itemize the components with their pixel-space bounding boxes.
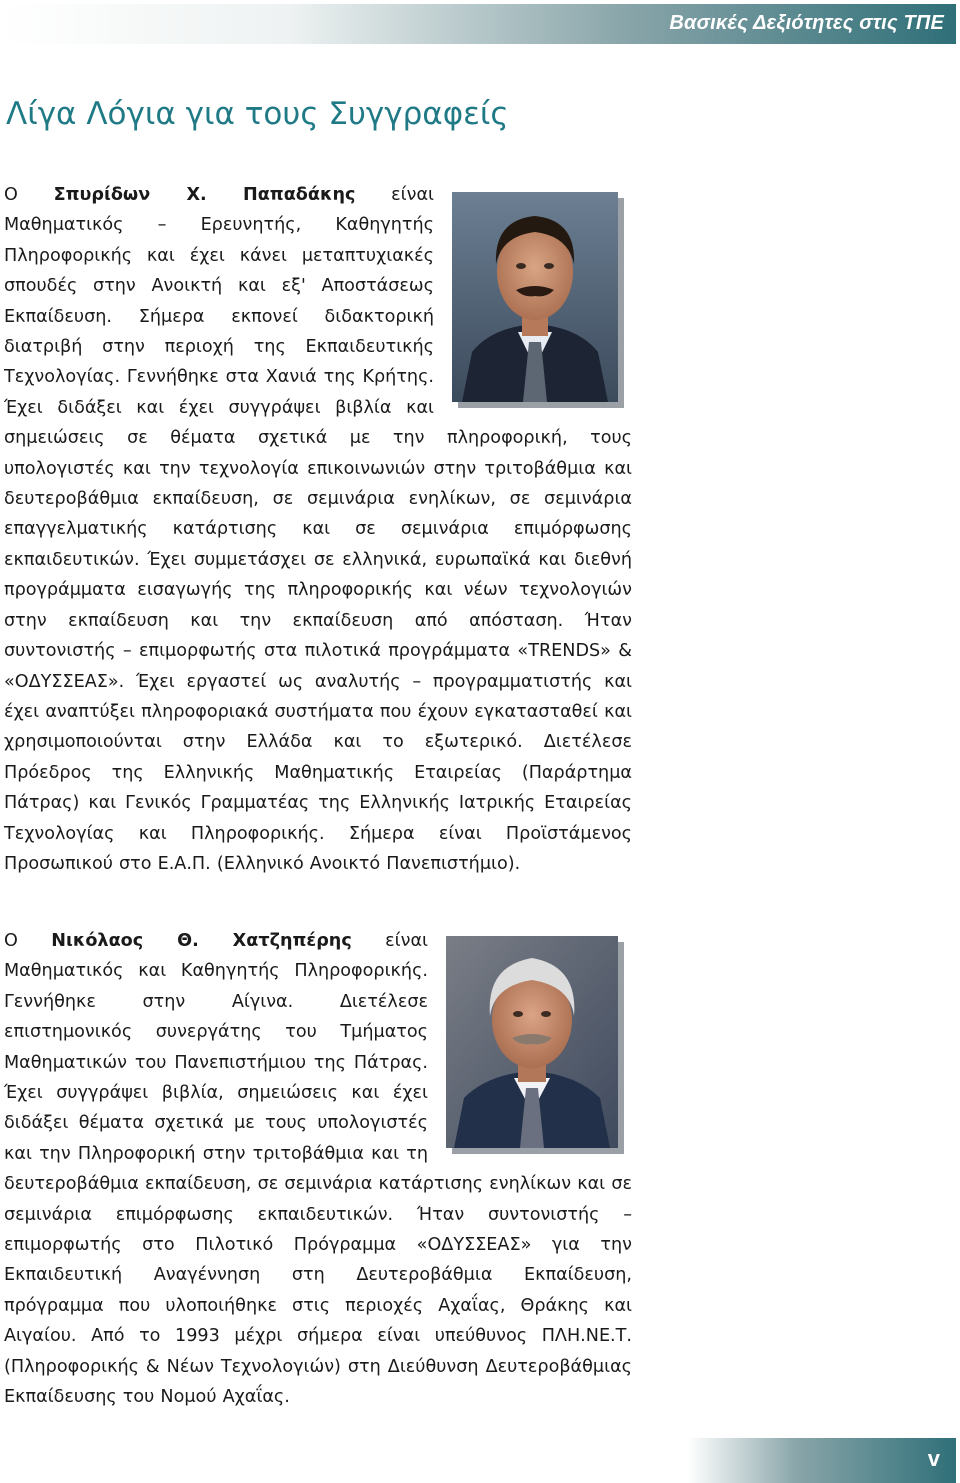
author-photo-papadakis (452, 192, 632, 416)
footer-bar (688, 1438, 956, 1483)
author-photo-chatziperis (446, 936, 632, 1162)
author-bio-chatziperis (4, 926, 632, 1413)
header-bar (2, 4, 956, 44)
author-name: Νικόλαος Θ. Χατζηπέρης (51, 931, 352, 951)
author-bio-text: Ο Νικόλαος Θ. Χατζηπέρης είναι Μαθηματικός και Καθηγητής Πληροφορικής. Γεννήθηκε στην Αίγινα. Διετέλεσε επιστημονικός συνεργάτης του Τμήματος Μαθηματικών του Πανεπιστήμιου της Πάτρας. Έχει συγγράψει βιβλία, σημειώσεις και έχει διδάξει θέματα σχετικά με τους υπολογιστές και την Πληροφορική στην τριτοβάθμια και τη δευτεροβάθμια εκπαίδευση, σε σεμινάρια κατάρτισης ενηλίκων και σε σεμινάρια επιμόρφωσης εκπαιδευτικών. Ήταν συντονιστής – επιμορφωτής στο Πιλοτικό Πρόγραμμα «ΟΔΥΣΣΕΑΣ» για την Εκπαιδευτική Αναγέννηση στη Δευτεροβάθμια Εκπαίδευση, πρόγραμμα που υλοποιήθηκε στις περιοχές Αχαΐας, Θράκης και Αιγαίου. Από το 1993 μέχρι σήμερα είναι υπεύθυνος ΠΛΗ.ΝΕ.Τ. (Πληροφορικής & Νέων Τεχνολογιών) στη Διεύθυνση Δευτεροβάθμιας Εκπαίδευσης του Νομού Αχαΐας. (4, 931, 632, 1408)
author-bio-text: Ο Σπυρίδων Χ. Παπαδάκης είναι Μαθηματικός – Ερευνητής, Καθηγητής Πληροφορικής και έχει κάνει μεταπτυχιακές σπουδές στην Ανοικτή και εξ' Αποστάσεως Εκπαίδευση. Σήμερα εκπονεί διδακτορική διατριβή στην περιοχή της Εκπαιδευτικής Τεχνολογίας. Γεννήθηκε στα Χανιά της Κρήτης. Έχει διδάξει και έχει συγγράψει βιβλία και σημειώσεις σε θέματα σχετικά με την πληροφορική, τους υπολογιστές και την τεχνολογία επικοινωνιών στην τριτοβάθμια και δευτεροβάθμια εκπαίδευση, σε σεμινάρια ενηλίκων, σε σεμινάρια επαγγελματικής κατάρτισης και σε σεμινάρια επιμόρφωσης εκπαιδευτικών. Έχει συμμετάσχει σε ελληνικά, ευρωπαϊκά και διεθνή προγράμματα εισαγωγής της πληροφορικής και νέων τεχνολογιών στην εκπαίδευση και την εκπαίδευση από απόσταση. Ήταν συντονιστής – επιμορφωτής στα πιλοτικά προγράμματα «TRENDS» & «ΟΔΥΣΣΕΑΣ». Έχει εργαστεί ως αναλυτής – προγραμματιστής και έχει αναπτύξει πληροφοριακά συστήματα που έχουν εγκατασταθεί και χρησιμοποιούνται στην Ελλάδα και το εξωτερικό. Διετέλεσε Πρόεδρος της Ελληνικής Μαθηματικής Εταιρείας (Παράρτημα Πάτρας) και Γενικός Γραμματέας της Ελληνικής Ιατρικής Εταιρείας Τεχνολογίας και Πληροφορικής. Σήμερα είναι Προϊστάμενος Προσωπικού στο Ε.Α.Π. (Ελληνικό Ανοικτό Πανεπιστήμιο). (4, 185, 632, 874)
page-number: v (927, 1446, 940, 1471)
page-title: Λίγα Λόγια για τους Συγγραφείς (6, 96, 509, 132)
author-name: Σπυρίδων Χ. Παπαδάκης (53, 185, 356, 205)
author-bio-papadakis (4, 180, 632, 879)
header-title: Βασικές Δεξιότητες στις ΤΠΕ (669, 12, 944, 34)
